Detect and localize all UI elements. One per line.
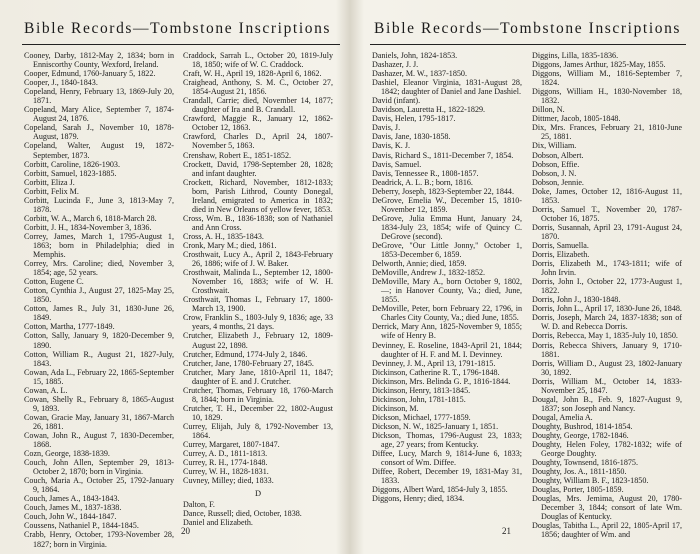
record-entry: Copeland, Henry, February 13, 1869-July 20, 1871. (24, 87, 174, 106)
record-entry: DeGrove, Emelia W., December 15, 1810-November 12, 1859. (372, 195, 522, 214)
record-entry: Crosthwait, Malinda L., September 12, 1800-November 16, 1883; wife of W. H. Crosthwait. (183, 268, 333, 296)
record-entry: Deberry, Joseph, 1823-September 22, 1844. (372, 186, 514, 196)
record-entry: DeMoville, Andrew J., 1832-1852. (372, 268, 486, 278)
record-entry: Cowan, A. L. (24, 385, 68, 395)
record-entry: Diggons, Henry; died, 1834. (372, 494, 465, 504)
record-entry: Daniels, John, 1824-1853. (372, 51, 458, 60)
record-entry: Couch, James A., 1843-1843. (24, 494, 120, 504)
record-entry: Crutcher, Thomas, February 18, 1760-March 8, 1844; born in Virginia. (183, 385, 333, 404)
record-entry: Dalton, F. (183, 500, 215, 510)
record-entry: Dobson, Jennie. (532, 177, 584, 187)
record-entry: Davis, Samuel. (372, 159, 422, 169)
record-entry: Cotton, Cynthia J., August 27, 1825-May 25, 1850. (24, 286, 174, 305)
record-entry: Crutcher, T. H., December 22, 1802-August 10, 1829. (183, 403, 333, 422)
record-entry: Dickson, Thomas, 1796-August 23, 1833; age, 27 years; from Kentucky. (372, 430, 522, 450)
record-entry: Dorris, Rebecca Shivers, January 9, 1710-1881. (532, 340, 682, 359)
record-entry: Crawford, Charles D., April 24, 1807-November 5, 1863. (183, 132, 333, 151)
record-entry: Cross, A. H., 1835-1843. (183, 231, 264, 241)
record-entry: Daniel and Elizabeth. (183, 518, 253, 528)
record-entry: Dorris, William M., October 14, 1833-November 25, 1847. (532, 376, 682, 395)
record-entry: Diggins, Lilla, 1835-1836. (532, 51, 619, 60)
right-page (360, 0, 694, 554)
record-entry: Cotton, Eugene C. (24, 277, 84, 287)
record-entry: Dittmer, Jacob, 1805-1848. (532, 114, 621, 124)
record-entry: Cotton, Sally, January 9, 1820-December 9, 1890. (24, 331, 174, 350)
record-entry: Dix, William. (532, 141, 577, 151)
record-entry: David (infant). (372, 96, 421, 106)
record-entry: Davis, J. (372, 123, 401, 133)
record-entry: Crutcher, Jane, 1780-February 27, 1845. (183, 358, 314, 368)
record-entry: Corbitt, Lucinda F., June 3, 1813-May 7, 1878. (24, 195, 174, 214)
record-entry: Dickinson, M. (372, 403, 419, 413)
record-entry: Derrick, Mary Ann, 1825-November 9, 1855; wife of Henry B. (372, 322, 522, 341)
column-2-entries-after (183, 500, 333, 527)
record-entry: Delworth, Annie; died, 1859. (372, 259, 467, 269)
running-header: Bible Records—Tombstone Inscriptions (24, 20, 332, 37)
record-entry: Cronk, Mary M.; died, 1861. (183, 240, 277, 250)
record-entry: Davis, Tennessee R., 1808-1857. (372, 168, 479, 178)
record-entry: Correy, Mrs. Caroline; died, November 3, 1854; age, 52 years. (24, 259, 174, 278)
record-entry: Cooper, Edmund, 1760-January 5, 1822. (24, 69, 156, 79)
record-entry: Cross, Wm. B., 1836-1838; son of Nathaniel and Ann Cross. (183, 213, 333, 232)
record-entry: Corbitt, Samuel, 1823-1885. (24, 168, 117, 178)
page-number: 20 (181, 526, 190, 536)
record-entry: Dorris, Samuella. (532, 240, 589, 250)
record-entry: Dorris, William D., August 23, 1802-January 30, 1892. (532, 358, 682, 377)
record-entry: Cotton, William R., August 21, 1827-July, 1843. (24, 349, 174, 368)
record-entry: Currey, A. D., 1811-1813. (183, 449, 268, 459)
record-entry: Currey, R. H., 1774-1848. (183, 458, 268, 468)
record-entry: Cozn, George, 1838-1839. (24, 449, 110, 459)
record-entry: Crenshaw, Robert E., 1851-1852. (183, 150, 292, 160)
record-entry: Cotton, Martha, 1777-1849. (24, 322, 115, 332)
record-entry: Doughty, Townsend, 1816-1875. (532, 458, 638, 468)
record-entry: Dorris, John I., October 22, 1773-August 1, 1822. (532, 277, 682, 296)
record-entry: Dobson, Albert. (532, 150, 584, 160)
record-entry: Devinney, J. M., April 13, 1791-1815. (372, 358, 496, 368)
record-entry: Davidson, Lauretta H., 1822-1829. (372, 105, 486, 115)
record-entry: Currey, Margaret, 1807-1847. (183, 440, 280, 450)
record-entry: Copeland, Sarah J., November 10, 1878-August, 1879. (24, 123, 174, 142)
left-page-column-1 (24, 51, 174, 549)
record-entry: Doke, James, October 12, 1816-August 11, 1853. (532, 186, 682, 205)
record-entry: Diffee, Robert, December 19, 1831-May 31, 1833. (372, 467, 522, 486)
record-entry: Diffee, Lucy, March 9, 1814-June 6, 1833; consort of Wm. Diffee. (372, 449, 522, 468)
record-entry: Cuvney, Milley; died, 1833. (183, 476, 274, 486)
record-entry: Dobson, Effie. (532, 159, 580, 169)
record-entry: Cooper, J., 1840-1843. (24, 78, 98, 88)
record-entry: Diggons, James Arthur, 1825-May, 1855. (532, 60, 666, 70)
record-entry: Currey, W. H., 1828-1831. (183, 467, 269, 477)
record-entry: Cowan, Ada L., February 22, 1865-September 15, 1885. (24, 367, 174, 386)
record-entry: Doughty, Helen Foley, 1782-1832; wife of George Doughty. (532, 440, 682, 459)
header-rule (22, 44, 340, 45)
record-entry: Dickinson, Mrs. Belinda G. P., 1816-1844. (372, 376, 511, 386)
record-entry: Cowan, Gracie May, January 31, 1867-March 26, 1881. (24, 412, 174, 431)
record-entry: Craft, W. H., April 19, 1828-April 6, 1862. (183, 69, 322, 79)
record-entry: DeMoville, Mary A., born October 9, 1802, —; in Hanover County, Va.; died, June, 1855. (372, 277, 522, 305)
record-entry: Corbitt, J. H., 1834-November 3, 1836. (24, 222, 152, 232)
record-entry: Cotton, James R., July 31, 1830-June 26, 1849. (24, 304, 174, 323)
record-entry: Crabb, Henry, October, 1793-November 28, 1827; born in Virginia. (24, 530, 174, 549)
record-entry: Dickson, N. W., 1825-January 1, 1851. (372, 421, 499, 431)
record-entry: Devinney, E. Roseline, 1843-April 21, 1844; daughter of H. F. and M. I. Devinney. (372, 340, 522, 359)
record-entry: Douglas, Porter, 1805-1859. (532, 485, 624, 495)
running-header: Bible Records—Tombstone Inscriptions (374, 20, 682, 37)
record-entry: Crandall, Carrie; died, November 14, 1877; daughter of Ira and B. Crandall. (183, 96, 333, 115)
record-entry: Douglas, Tabitha L., April 22, 1805-April 17, 1856; daughter of Wm. and (532, 521, 682, 540)
record-entry: Doughty, Bushrod, 1814-1854. (532, 421, 633, 431)
record-entry: Doughty, George, 1782-1846. (532, 430, 629, 440)
record-entry: Crawford, Maggie R., January 12, 1862-October 12, 1863. (183, 114, 333, 133)
record-entry: Crutcher, Elizabeth J., February 12, 1809-August 22, 1898. (183, 331, 333, 350)
record-entry: Deadrick, A. L. B.; born, 1816. (372, 177, 473, 187)
section-letter: D (254, 489, 262, 499)
record-entry: DeGrove, Julia Emma Hunt, January 24, 1834-July 23, 1854; wife of Quincy C. DeGrove (second). (372, 213, 522, 241)
record-entry: Correy, James, March 1, 1795-August 1, 1863; born in Philadelphia; died in Memphis. (24, 231, 174, 260)
record-entry: Diggons, Albert Ward, 1854-July 3, 1855. (372, 485, 508, 495)
record-entry: Cowan, John R., August 7, 1830-December, 1868. (24, 430, 174, 450)
record-entry: Couch, John Allen, September 29, 1813-October 2, 1870; born in Virginia. (24, 458, 174, 477)
record-entry: Dickson, Michael, 1777-1859. (372, 412, 471, 422)
record-entry: Craighead, Anthony, S. M. C., October 27, 1854-August 21, 1856. (183, 78, 333, 97)
record-entry: Dougal, John B., Feb. 9, 1827-August 9, 1837; son Joseph and Nancy. (532, 394, 682, 413)
record-entry: Crow, Franklin S., 1803-July 9, 1836; age, 33 years, 4 months, 21 days. (183, 313, 333, 332)
record-entry: Dorris, Susannah, April 23, 1791-August 24, 1870. (532, 222, 682, 241)
record-entry: Cooney, Darby, 1812-May 2, 1834; born in Enniscorthy County, Wexford, Ireland. (24, 51, 174, 70)
record-entry: Crosthwait, Lucy A., April 2, 1843-February 26, 1886; wife of J. W. Baker. (183, 250, 333, 269)
record-entry: Dorris, John L., April 17, 1830-June 26, 1848. (532, 304, 682, 314)
header-rule (370, 44, 686, 45)
record-entry: Dobson, J. N. (532, 168, 577, 178)
record-entry: Dorris, Elizabeth M., 1743-1811; wife of John Irvin. (532, 259, 682, 278)
record-entry: Dorris, Rebecca, May 1, 1835-July 10, 1850. (532, 331, 678, 341)
record-entry: Corbitt, W. A., March 6, 1818-March 28. (24, 213, 157, 223)
record-entry: Davis, Helen, 1795-1817. (372, 114, 456, 124)
record-entry: Dorris, Joseph, March 24, 1837-1838; son of W. D. and Rebecca Dorris. (532, 313, 682, 332)
record-entry: Douglas, Mrs. Jemima, August 20, 1780-December 3, 1844; consort of late Wm. Douglas of Kentucky. (532, 494, 682, 522)
record-entry: Coussens, Nathaniel P., 1844-1845. (24, 521, 139, 531)
record-entry: Copeland, Walter, August 19, 1872-September, 1873. (24, 141, 174, 160)
record-entry: Dickinson, Catherine R. T., 1796-1848. (372, 367, 500, 377)
record-entry: Copeland, Mary Alice, September 7, 1874-August 24, 1876. (24, 105, 174, 124)
left-page (6, 0, 342, 554)
record-entry: Dix, Mrs. Frances, February 21, 1810-June 25, 1881. (532, 123, 682, 142)
record-entry: Currey, Elijah, July 8, 1792-November 13, 1864. (183, 421, 333, 440)
page-number: 21 (502, 526, 511, 536)
record-entry: Diggons, William H., 1830-November 18, 1832. (532, 87, 682, 106)
record-entry: Couch, James M., 1837-1838. (24, 503, 122, 513)
record-entry: DeMoville, Peter, born February 22, 1796, in Charles City County, Va.; died June, 1855. (372, 304, 522, 323)
record-entry: Craddock, Sarrah L., October 20, 1819-July 18, 1850; wife of W. C. Craddock. (183, 51, 333, 70)
record-entry: Dance, Russell; died, October, 1838. (183, 509, 302, 519)
record-entry: Crockett, Richard, November, 1812-1833; born, Parish Lithrod, County Donegal, Ireland, emigrated to America in 1832; died in New Orleans of yellow fever, 1853. (183, 177, 333, 214)
record-entry: Dashazer, M. W., 1837-1850. (372, 69, 467, 79)
record-entry: Dickinson, John, 1781-1815. (372, 394, 466, 404)
record-entry: Crutcher, Mary Jane, 1810-April 11, 1847; daughter of E. and J. Crutcher. (183, 367, 333, 386)
record-entry: Davis, Richard S., 1811-December 7, 1854. (372, 150, 514, 160)
record-entry: Corbitt, Caroline, 1826-1903. (24, 159, 120, 169)
record-entry: Cowan, Shelly R., February 8, 1865-August 9, 1893. (24, 394, 174, 413)
right-page-column-2 (532, 51, 682, 540)
record-entry: Dorris, Samuel T., November 20, 1787-October 16, 1875. (532, 204, 682, 223)
record-entry: Davis, K. J. (372, 141, 410, 151)
record-entry: Davis, Jane, 1830-1858. (372, 132, 451, 142)
record-entry: Dorris, John J., 1830-1848. (532, 295, 621, 305)
left-page-column-2 (183, 51, 333, 527)
record-entry: DeGrove, "Our Little Jonny," October 1, 1853-December 6, 1859. (372, 240, 522, 260)
record-entry: Crockett, David, 1798-September 28, 1828; and infant daughter. (183, 159, 333, 178)
right-page-column-1 (372, 51, 522, 503)
record-entry: Dougal, Amelia A. (532, 412, 593, 422)
record-entry: Dashiel, Eleanor Virginia, 1831-August 28, 1842; daughter of Daniel and Jane Dashiel. (372, 78, 522, 97)
record-entry: Corbitt, Eliza J. (24, 177, 75, 187)
record-entry: Crutcher, Edmund, 1774-July 2, 1846. (183, 349, 308, 359)
record-entry: Dickinson, Henry, 1813-1845. (372, 385, 471, 395)
record-entry: Crosthwait, Thomas I., February 17, 1800-March 13, 1900. (183, 295, 333, 314)
record-entry: Doughty, Jos. A., 1811-1850. (532, 467, 627, 477)
record-entry: Diggons, William M., 1816-September 7, 1824. (532, 69, 682, 88)
record-entry: Dorris, Elizabeth. (532, 250, 590, 260)
record-entry: Dashazer, J. J. (372, 60, 419, 70)
record-entry: Dillon, N. (532, 105, 565, 115)
record-entry: Corbitt, Felix M. (24, 186, 79, 196)
record-entry: Doughty, William B. F., 1823-1850. (532, 476, 649, 486)
record-entry: Couch, Maria A., October 25, 1792-January 9, 1864. (24, 476, 174, 495)
record-entry: Couch, John W., 1844-1847. (24, 512, 117, 522)
column-2-entries (183, 51, 333, 485)
